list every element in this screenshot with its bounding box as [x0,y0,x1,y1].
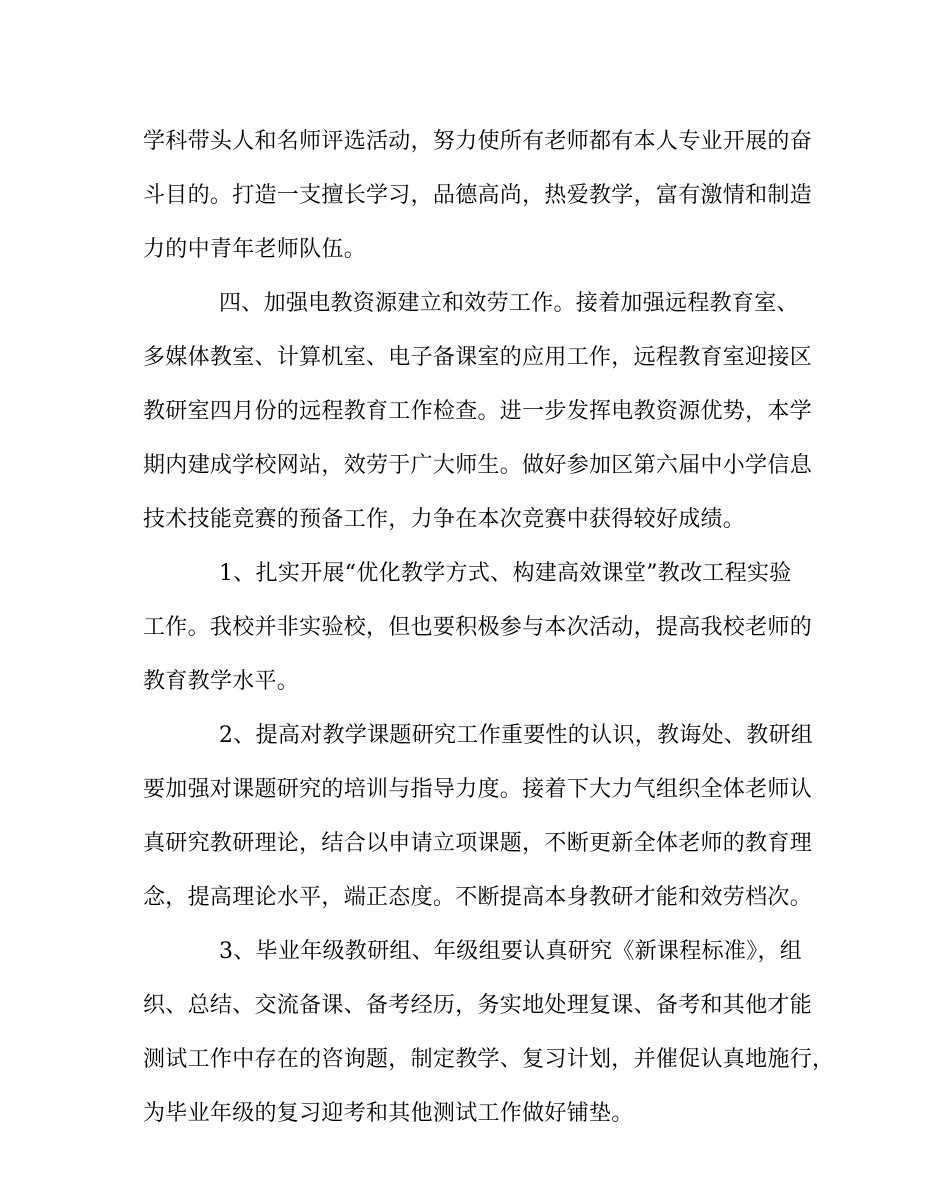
text-line: 多媒体教室、计算机室、电子备课室的应用工作，远程教育室迎接区 [143,345,813,370]
text-line: 测试工作中存在的咨询题，制定教学、复习计划，并催促认真地施行， [143,1047,835,1072]
text-line: 真研究教研理论，结合以申请立项课题，不断更新全体老师的教育理 [143,831,813,856]
text-line: 3、毕业年级教研组、年级组要认真研究《新课程标准》，组 [219,939,803,964]
text-line: 力的中青年老师队伍。 [143,237,367,262]
text-line: 教育教学水平。 [143,669,300,694]
text-line: 念，提高理论水平，端正态度。不断提高本身教研才能和效劳档次。 [143,885,813,910]
text-line: 1、扎实开展“优化教学方式、构建高效课堂”教改工程实验 [219,561,792,586]
text-line: 斗目的。打造一支擅长学习，品德高尚，热爱教学，富有激情和制造 [143,183,813,208]
text-line: 工作。我校并非实验校，但也要积极参与本次活动，提高我校老师的 [143,615,813,640]
text-line: 织、总结、交流备课、备考经历，务实地处理复课、备考和其他才能 [143,993,813,1018]
text-line: 技术技能竞赛的预备工作，力争在本次竞赛中获得较好成绩。 [143,507,746,532]
text-line: 要加强对课题研究的培训与指导力度。接着下大力气组织全体老师认 [143,777,813,802]
text-line: 2、提高对教学课题研究工作重要性的认识，教诲处、教研组 [219,723,814,748]
text-line: 教研室四月份的远程教育工作检查。进一步发挥电教资源优势，本学 [143,399,813,424]
text-line: 学科带头人和名师评选活动，努力使所有老师都有本人专业开展的奋 [143,129,813,154]
text-line: 为毕业年级的复习迎考和其他测试工作做好铺垫。 [143,1101,634,1126]
text-line: 四、加强电教资源建立和效劳工作。接着加强远程教育室、 [219,291,799,316]
text-line: 期内建成学校网站，效劳于广大师生。做好参加区第六届中小学信息 [143,453,813,478]
